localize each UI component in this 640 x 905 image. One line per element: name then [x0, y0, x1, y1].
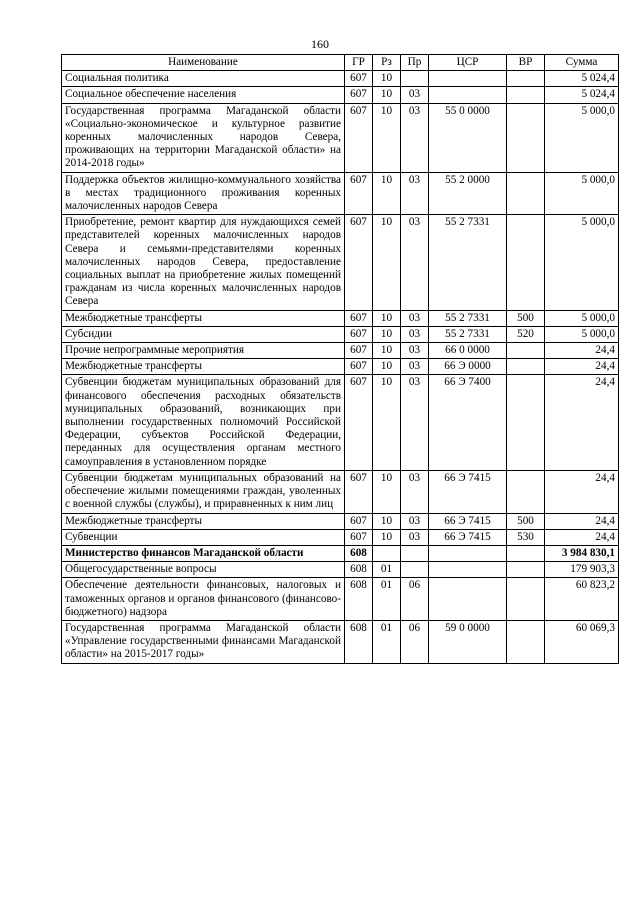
row-name: Приобретение, ремонт квартир для нуждающихся семей представителей коренных малочисленных народов Севера и семьями-представителями коренных малочисленных народов Севера, предоставление социальных выплат на приобретение жилых помещений гражданам из числа коренных малочисленных народов Севера	[62, 215, 345, 310]
row-name: Субвенции	[62, 529, 345, 545]
row-name: Субвенции бюджетам муниципальных образований на обеспечение жилыми помещениями граждан, уволенных с военной службы (службы), и приравненных к ним лиц	[62, 470, 345, 513]
row-rz: 10	[373, 215, 401, 310]
row-name: Межбюджетные трансферты	[62, 513, 345, 529]
row-csr: 66 Э 7415	[429, 470, 507, 513]
header-name: Наименование	[62, 55, 345, 71]
row-csr	[429, 578, 507, 621]
row-rz: 10	[373, 529, 401, 545]
header-rz: Рз	[373, 55, 401, 71]
row-name: Субсидии	[62, 326, 345, 342]
row-sum: 5 000,0	[545, 215, 619, 310]
row-pr: 03	[401, 513, 429, 529]
row-pr	[401, 562, 429, 578]
row-sum: 60 069,3	[545, 620, 619, 663]
row-vr: 520	[507, 326, 545, 342]
row-vr	[507, 578, 545, 621]
row-pr: 03	[401, 375, 429, 470]
row-gr: 607	[345, 326, 373, 342]
row-csr: 66 0 0000	[429, 343, 507, 359]
row-vr	[507, 359, 545, 375]
row-name: Межбюджетные трансферты	[62, 310, 345, 326]
table-row	[62, 310, 619, 326]
row-pr: 03	[401, 326, 429, 342]
row-sum: 24,4	[545, 513, 619, 529]
row-csr	[429, 545, 507, 561]
row-gr: 607	[345, 215, 373, 310]
table-row	[62, 71, 619, 87]
row-rz: 10	[373, 71, 401, 87]
row-gr: 607	[345, 103, 373, 172]
row-sum: 24,4	[545, 470, 619, 513]
row-csr: 66 Э 7400	[429, 375, 507, 470]
row-rz: 10	[373, 87, 401, 103]
row-name: Государственная программа Магаданской области «Управление государственными финансами Магаданской области» на 2015-2017 годы»	[62, 620, 345, 663]
row-vr	[507, 375, 545, 470]
table-row	[62, 513, 619, 529]
row-vr	[507, 343, 545, 359]
row-csr: 66 Э 7415	[429, 513, 507, 529]
row-csr: 55 0 0000	[429, 103, 507, 172]
row-csr: 66 Э 0000	[429, 359, 507, 375]
row-gr: 607	[345, 71, 373, 87]
header-vr: ВР	[507, 55, 545, 71]
row-vr	[507, 470, 545, 513]
table-row	[62, 529, 619, 545]
row-csr: 59 0 0000	[429, 620, 507, 663]
page-number: 160	[311, 37, 329, 51]
row-name: Общегосударственные вопросы	[62, 562, 345, 578]
row-rz: 10	[373, 103, 401, 172]
row-pr: 06	[401, 578, 429, 621]
row-csr: 55 2 0000	[429, 172, 507, 215]
row-sum: 5 000,0	[545, 310, 619, 326]
row-csr: 66 Э 7415	[429, 529, 507, 545]
row-rz: 10	[373, 359, 401, 375]
row-rz: 01	[373, 578, 401, 621]
table-row	[62, 562, 619, 578]
row-vr	[507, 562, 545, 578]
row-name: Субвенции бюджетам муниципальных образований для финансового обеспечения расходных обязательств муниципальных образований, возникающих при выполнении государственных полномочий Российской Федерации, субъектов Российской Федерации, переданных для осуществления органам местного самоуправления в установленном порядке	[62, 375, 345, 470]
header-pr: Пр	[401, 55, 429, 71]
table-row	[62, 87, 619, 103]
row-vr	[507, 215, 545, 310]
table-row	[62, 620, 619, 663]
row-name: Обеспечение деятельности финансовых, налоговых и таможенных органов и органов финансового (финансово-бюджетного) надзора	[62, 578, 345, 621]
row-sum: 24,4	[545, 375, 619, 470]
row-vr: 530	[507, 529, 545, 545]
row-rz: 01	[373, 620, 401, 663]
row-gr: 607	[345, 87, 373, 103]
table-row	[62, 359, 619, 375]
row-name: Межбюджетные трансферты	[62, 359, 345, 375]
row-sum: 179 903,3	[545, 562, 619, 578]
row-sum: 5 024,4	[545, 71, 619, 87]
row-gr: 607	[345, 470, 373, 513]
table-row	[62, 172, 619, 215]
table-header-row	[62, 55, 619, 71]
row-csr	[429, 71, 507, 87]
header-csr: ЦСР	[429, 55, 507, 71]
row-gr: 607	[345, 513, 373, 529]
row-vr: 500	[507, 310, 545, 326]
row-pr: 03	[401, 343, 429, 359]
row-gr: 608	[345, 620, 373, 663]
row-pr: 03	[401, 87, 429, 103]
row-vr	[507, 87, 545, 103]
row-gr: 608	[345, 578, 373, 621]
table-row	[62, 215, 619, 310]
row-sum: 5 000,0	[545, 326, 619, 342]
row-name: Прочие непрограммные мероприятия	[62, 343, 345, 359]
row-pr: 03	[401, 529, 429, 545]
row-pr: 03	[401, 215, 429, 310]
row-gr: 607	[345, 172, 373, 215]
row-vr: 500	[507, 513, 545, 529]
row-pr: 03	[401, 310, 429, 326]
row-csr: 55 2 7331	[429, 326, 507, 342]
row-rz: 10	[373, 470, 401, 513]
header-gr: ГР	[345, 55, 373, 71]
row-name: Социальная политика	[62, 71, 345, 87]
row-name: Государственная программа Магаданской области «Социально-экономическое и культурное развитие коренных малочисленных народов Севера, проживающих на территории Магаданской области» на 2014-2018 годы»	[62, 103, 345, 172]
row-pr: 03	[401, 359, 429, 375]
row-csr: 55 2 7331	[429, 310, 507, 326]
row-rz: 01	[373, 562, 401, 578]
table-row	[62, 578, 619, 621]
row-sum: 60 823,2	[545, 578, 619, 621]
table-row	[62, 375, 619, 470]
row-gr: 608	[345, 545, 373, 561]
row-pr	[401, 71, 429, 87]
table-row	[62, 103, 619, 172]
row-pr: 03	[401, 103, 429, 172]
row-rz: 10	[373, 310, 401, 326]
row-pr	[401, 545, 429, 561]
table-row	[62, 470, 619, 513]
row-gr: 608	[345, 562, 373, 578]
row-sum: 24,4	[545, 343, 619, 359]
row-sum: 5 000,0	[545, 172, 619, 215]
row-pr: 03	[401, 172, 429, 215]
row-rz: 10	[373, 172, 401, 215]
row-vr	[507, 545, 545, 561]
row-csr: 55 2 7331	[429, 215, 507, 310]
row-sum: 3 984 830,1	[545, 545, 619, 561]
row-gr: 607	[345, 359, 373, 375]
table-row	[62, 545, 619, 561]
header-sum: Сумма	[545, 55, 619, 71]
row-pr: 03	[401, 470, 429, 513]
row-rz: 10	[373, 326, 401, 342]
table-row	[62, 343, 619, 359]
row-rz: 10	[373, 513, 401, 529]
row-vr	[507, 71, 545, 87]
row-rz: 10	[373, 343, 401, 359]
row-pr: 06	[401, 620, 429, 663]
row-gr: 607	[345, 310, 373, 326]
row-name: Социальное обеспечение населения	[62, 87, 345, 103]
row-vr	[507, 620, 545, 663]
row-sum: 24,4	[545, 359, 619, 375]
row-rz	[373, 545, 401, 561]
table-row	[62, 326, 619, 342]
row-name: Министерство финансов Магаданской области	[62, 545, 345, 561]
row-sum: 5 024,4	[545, 87, 619, 103]
row-gr: 607	[345, 375, 373, 470]
budget-table	[61, 54, 619, 664]
row-name: Поддержка объектов жилищно-коммунального хозяйства в местах традиционного проживания коренных малочисленных народов Севера	[62, 172, 345, 215]
row-gr: 607	[345, 343, 373, 359]
row-sum: 5 000,0	[545, 103, 619, 172]
row-csr	[429, 87, 507, 103]
row-sum: 24,4	[545, 529, 619, 545]
row-rz: 10	[373, 375, 401, 470]
row-vr	[507, 172, 545, 215]
row-vr	[507, 103, 545, 172]
row-csr	[429, 562, 507, 578]
row-gr: 607	[345, 529, 373, 545]
